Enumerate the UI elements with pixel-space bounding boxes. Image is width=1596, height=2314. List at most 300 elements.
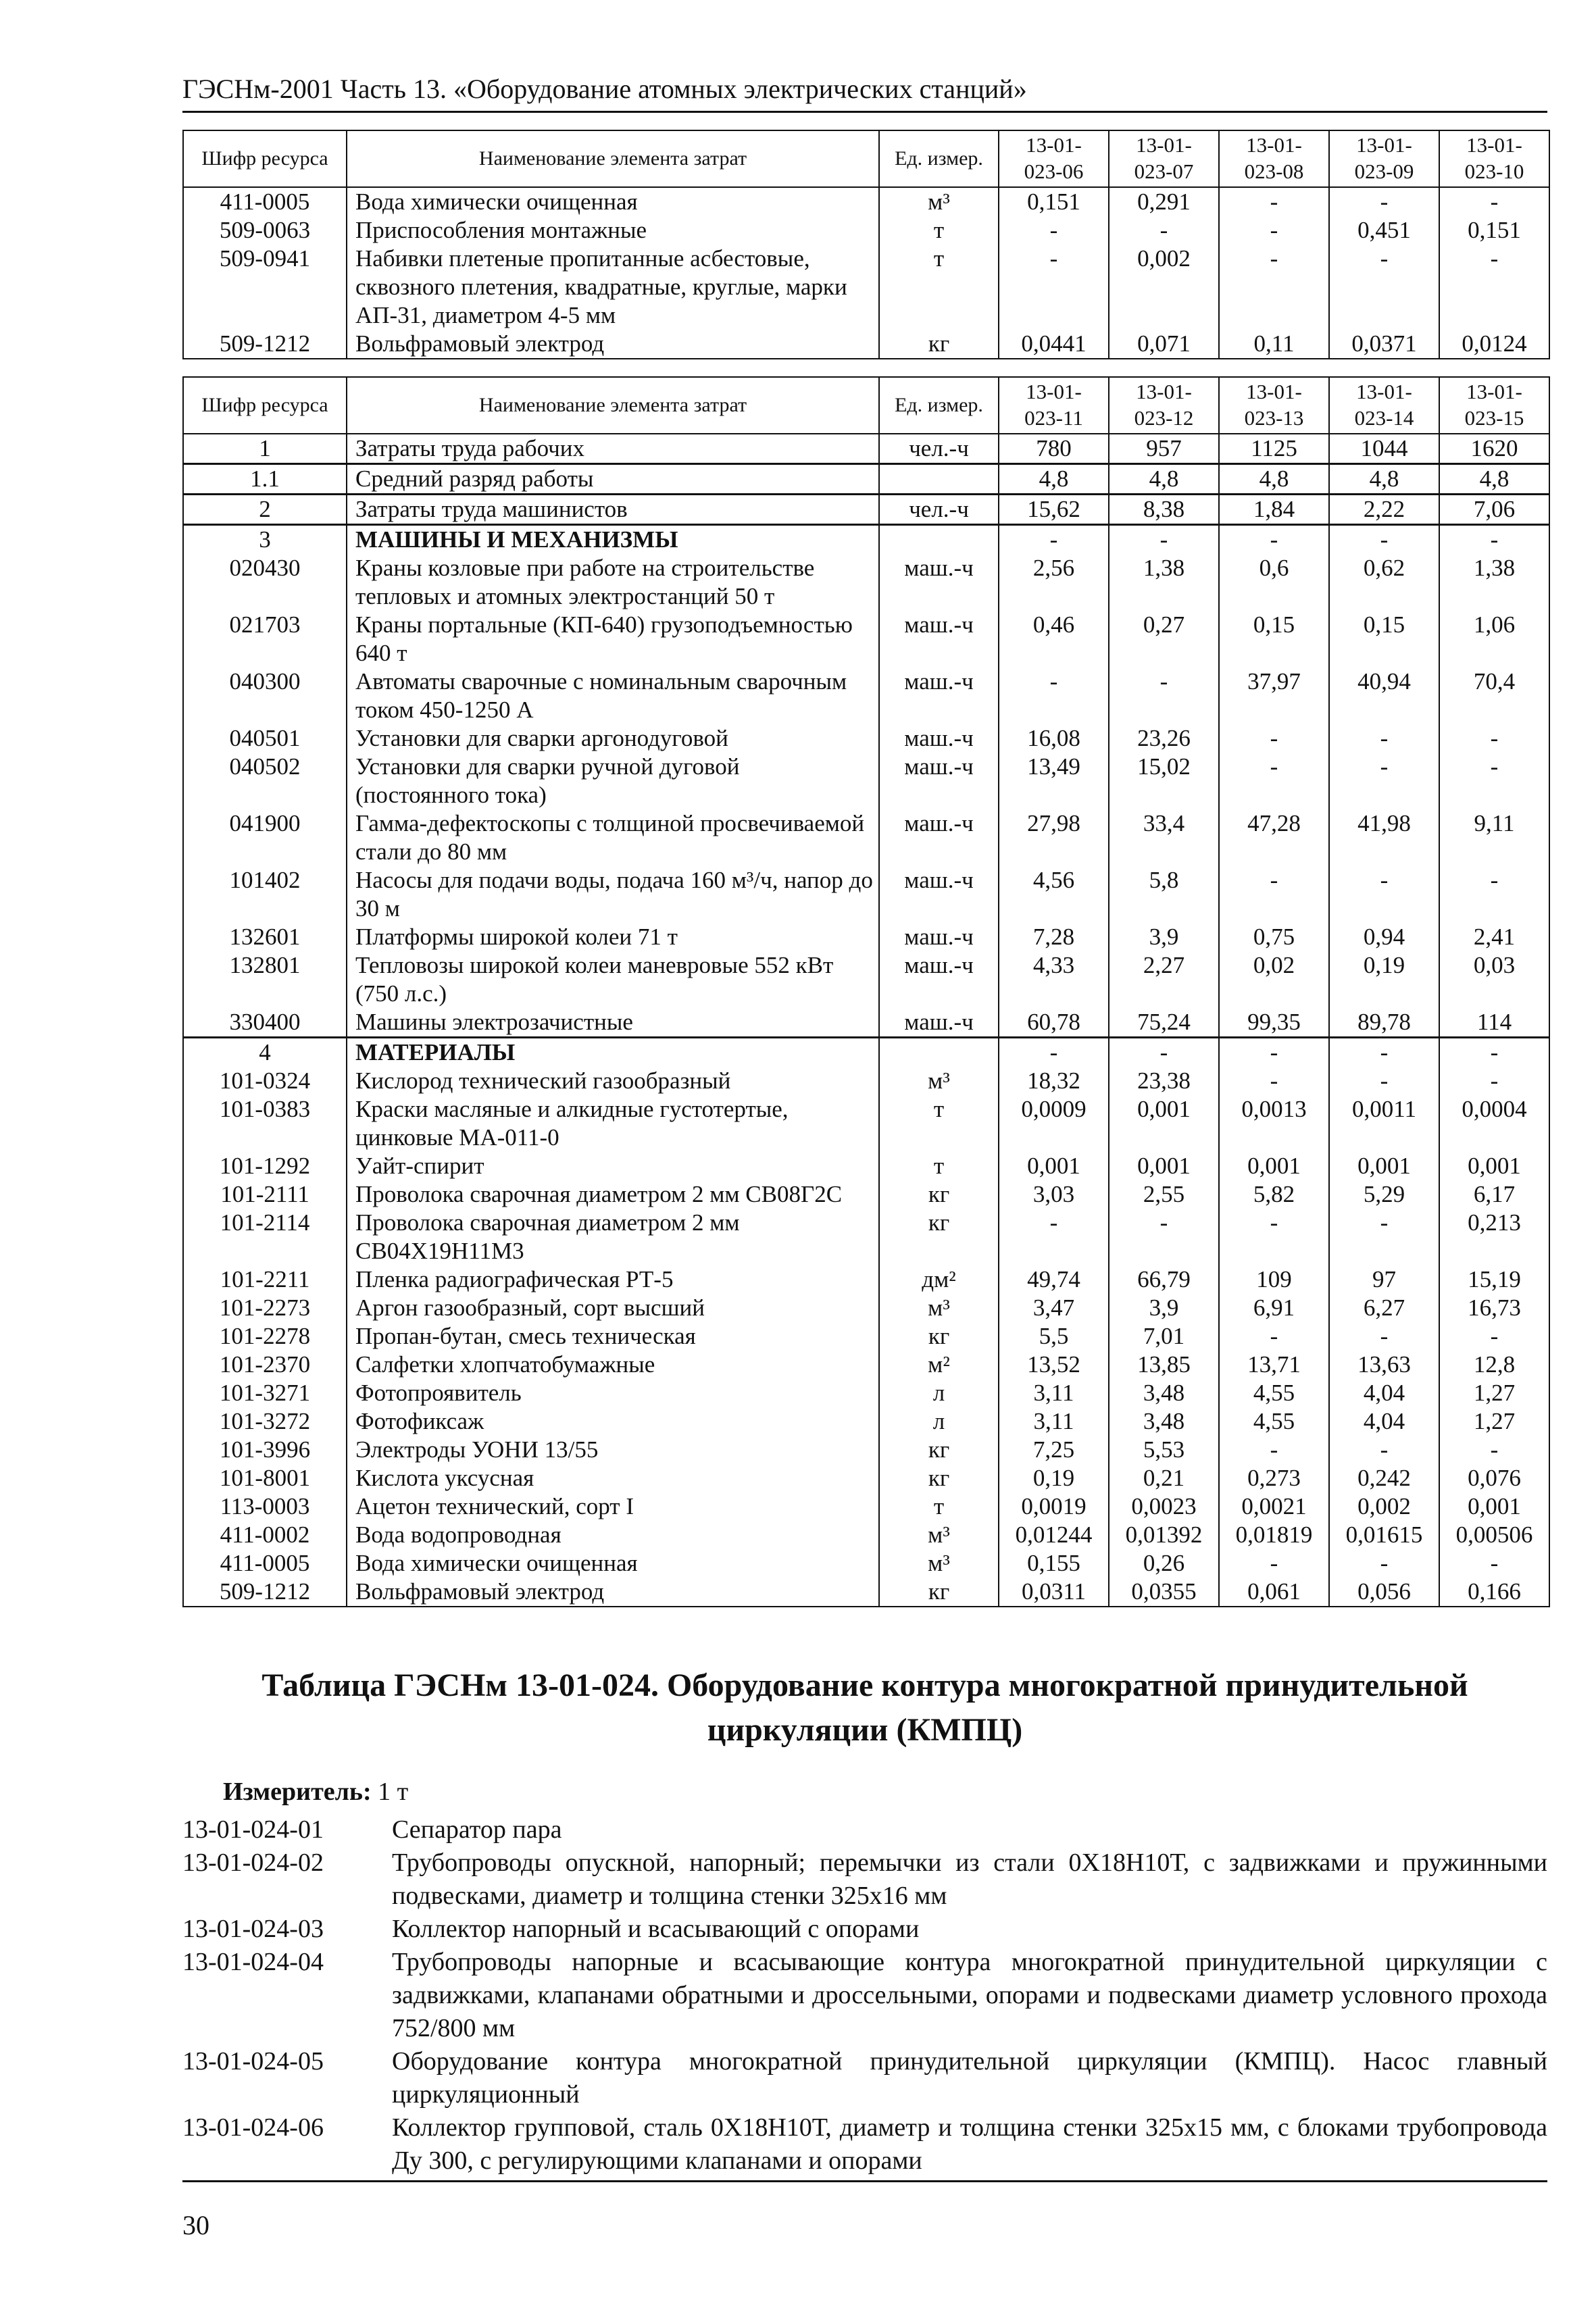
unit-cell: т [879, 1492, 999, 1521]
value-cell: 0,155 [999, 1549, 1109, 1578]
value-cell: - [1329, 866, 1439, 923]
cost-element-cell: Вода химически очищенная [347, 1549, 879, 1578]
table-row [183, 668, 1549, 724]
value-cell: - [1439, 724, 1549, 753]
resource-code-cell: 040501 [183, 724, 347, 753]
table-title: Таблица ГЭСНм 13-01-024. Оборудование контура многократной принудительной циркуляции (КМПЦ) [261, 1667, 1468, 1748]
value-cell: - [1439, 1067, 1549, 1095]
value-cell: - [1219, 187, 1329, 216]
value-cell: 0,0124 [1439, 330, 1549, 359]
unit-cell: т [879, 1152, 999, 1180]
spec-code: 13-01-024-05 [182, 2047, 324, 2076]
value-cell: 4,8 [1329, 464, 1439, 495]
cost-element-cell: Насосы для подачи воды, подача 160 м³/ч, напор до 30 м [347, 866, 879, 923]
value-cell: 41,98 [1329, 809, 1439, 866]
value-cell: - [1439, 1322, 1549, 1351]
value-cell: 2,55 [1109, 1180, 1219, 1209]
cost-element-cell: Машины электрозачистные [347, 1008, 879, 1038]
value-cell: 1044 [1329, 434, 1439, 464]
value-cell: 0,75 [1219, 923, 1329, 951]
resource-code-cell: 509-1212 [183, 1578, 347, 1607]
cost-element-cell: Кислород технический газообразный [347, 1067, 879, 1095]
header-column: 13-01- 023-11 [999, 377, 1109, 434]
cost-element-cell: Фотопроявитель [347, 1379, 879, 1407]
value-cell: - [1329, 187, 1439, 216]
value-cell: 1,06 [1439, 611, 1549, 668]
value-cell: - [1329, 525, 1439, 555]
value-cell: - [1439, 1549, 1549, 1578]
value-cell: 109 [1219, 1265, 1329, 1294]
value-cell: 0,001 [1329, 1152, 1439, 1180]
resource-code-cell: 509-0941 [183, 245, 347, 330]
spec-text: Трубопроводы напорные и всасывающие контура многократной принудительной циркуляции с задвижками, клапанами обратными и дроссельными, опорами и подвесками диаметр условного прохода 752/800 мм [392, 1948, 1547, 2042]
unit-cell: м³ [879, 187, 999, 216]
unit-cell: т [879, 216, 999, 245]
resource-code-cell: 101-1292 [183, 1152, 347, 1180]
spec-item [182, 1946, 1547, 2045]
value-cell: 4,55 [1219, 1407, 1329, 1436]
header-column: 13-01- 023-14 [1329, 377, 1439, 434]
cost-element-cell: Уайт-спирит [347, 1152, 879, 1180]
value-cell: 7,06 [1439, 495, 1549, 525]
value-cell: 60,78 [999, 1008, 1109, 1038]
table-row [183, 1379, 1549, 1407]
value-cell: 0,0009 [999, 1095, 1109, 1152]
value-cell: 4,8 [1109, 464, 1219, 495]
spec-item [182, 2045, 1547, 2111]
value-cell: 0,21 [1109, 1464, 1219, 1492]
value-cell: 3,9 [1109, 1294, 1219, 1322]
meter-label: Измеритель: [223, 1778, 372, 1806]
value-cell: 0,01819 [1219, 1521, 1329, 1549]
value-cell: 6,91 [1219, 1294, 1329, 1322]
cost-element-cell: Пленка радиографическая РТ-5 [347, 1265, 879, 1294]
cost-element-cell: Проволока сварочная диаметром 2 мм СВ04Х19Н11М3 [347, 1209, 879, 1265]
value-cell: 5,82 [1219, 1180, 1329, 1209]
value-cell: 0,242 [1329, 1464, 1439, 1492]
value-cell: 3,9 [1109, 923, 1219, 951]
cost-element-cell: Пропан-бутан, смесь техническая [347, 1322, 879, 1351]
value-cell: - [999, 668, 1109, 724]
page-number: 30 [182, 2210, 209, 2240]
table-row [183, 187, 1549, 216]
value-cell: 2,27 [1109, 951, 1219, 1008]
table-row [183, 1294, 1549, 1322]
unit-cell: маш.-ч [879, 923, 999, 951]
table-row [183, 1067, 1549, 1095]
cost-element-cell: Вода химически очищенная [347, 187, 879, 216]
value-cell: 3,11 [999, 1379, 1109, 1407]
resource-code-cell: 101-2273 [183, 1294, 347, 1322]
value-cell: 3,48 [1109, 1379, 1219, 1407]
spec-text: Трубопроводы опускной, напорный; перемычки из стали 0Х18Н10Т, с задвижками и пружинными подвесками, диаметр и толщина стенки 325х16 мм [392, 1848, 1547, 1910]
cost-element-cell: Средний разряд работы [347, 464, 879, 495]
cost-element-cell: Вода водопроводная [347, 1521, 879, 1549]
resource-table-1 [182, 130, 1550, 359]
table-row [183, 1464, 1549, 1492]
value-cell: 0,46 [999, 611, 1109, 668]
value-cell: - [1439, 1436, 1549, 1464]
table-row [183, 1008, 1549, 1038]
value-cell: - [1329, 1549, 1439, 1578]
value-cell: - [1219, 1322, 1329, 1351]
value-cell: - [1439, 187, 1549, 216]
page-header: ГЭСНм-2001 Часть 13. «Оборудование атомных электрических станций» [182, 73, 1547, 113]
value-cell: 0,0311 [999, 1578, 1109, 1607]
value-cell: 0,62 [1329, 554, 1439, 611]
value-cell: 15,02 [1109, 753, 1219, 809]
header-resource-code: Шифр ресурса [183, 377, 347, 434]
resource-code-cell: 132801 [183, 951, 347, 1008]
table-row [183, 611, 1549, 668]
value-cell: 0,0371 [1329, 330, 1439, 359]
value-cell: 0,03 [1439, 951, 1549, 1008]
spec-code: 13-01-024-03 [182, 1915, 324, 1943]
value-cell: 6,27 [1329, 1294, 1439, 1322]
value-cell: - [999, 1209, 1109, 1265]
unit-cell: л [879, 1379, 999, 1407]
unit-cell: маш.-ч [879, 951, 999, 1008]
table-row [183, 1095, 1549, 1152]
cost-element-cell: Затраты труда машинистов [347, 495, 879, 525]
value-cell: - [1329, 1038, 1439, 1067]
value-cell: 0,00506 [1439, 1521, 1549, 1549]
spec-item [182, 1913, 1547, 1946]
value-cell: - [1219, 245, 1329, 330]
value-cell: 13,52 [999, 1351, 1109, 1379]
unit-cell: маш.-ч [879, 866, 999, 923]
value-cell: 3,47 [999, 1294, 1109, 1322]
value-cell: 15,19 [1439, 1265, 1549, 1294]
spec-code: 13-01-024-01 [182, 1815, 324, 1844]
header-column: 13-01- 023-12 [1109, 377, 1219, 434]
table-row [183, 809, 1549, 866]
cost-element-cell: Салфетки хлопчатобумажные [347, 1351, 879, 1379]
spec-text: Сепаратор пара [392, 1815, 562, 1844]
unit-cell: маш.-ч [879, 554, 999, 611]
cost-element-cell: Краски масляные и алкидные густотертые, цинковые МА-011-0 [347, 1095, 879, 1152]
spec-text: Оборудование контура многократной принудительной циркуляции (КМПЦ). Насос главный циркуляционный [392, 2047, 1547, 2109]
header-column: 13-01- 023-13 [1219, 377, 1329, 434]
value-cell: 0,002 [1109, 245, 1219, 330]
unit-cell: маш.-ч [879, 668, 999, 724]
resource-code-cell: 040300 [183, 668, 347, 724]
value-cell: 13,63 [1329, 1351, 1439, 1379]
cost-element-cell: Автоматы сварочные с номинальным сварочным током 450-1250 А [347, 668, 879, 724]
value-cell: 1,38 [1109, 554, 1219, 611]
cost-element-cell: Тепловозы широкой колеи маневровые 552 кВт (750 л.с.) [347, 951, 879, 1008]
resource-table-2 [182, 376, 1550, 1607]
value-cell: - [1439, 245, 1549, 330]
value-cell: 0,0004 [1439, 1095, 1549, 1152]
value-cell: - [1109, 1038, 1219, 1067]
unit-cell: кг [879, 1180, 999, 1209]
value-cell: 0,15 [1329, 611, 1439, 668]
value-cell: 5,29 [1329, 1180, 1439, 1209]
meter-value: 1 т [378, 1778, 409, 1806]
value-cell: 0,0019 [999, 1492, 1109, 1521]
unit-cell: кг [879, 1464, 999, 1492]
value-cell: 0,19 [999, 1464, 1109, 1492]
table-2-body [183, 434, 1549, 1607]
cost-element-cell: Ацетон технический, сорт I [347, 1492, 879, 1521]
resource-code-cell: 113-0003 [183, 1492, 347, 1521]
table-row [183, 1436, 1549, 1464]
value-cell: 0,01244 [999, 1521, 1109, 1549]
value-cell: 70,4 [1439, 668, 1549, 724]
spec-text: Коллектор групповой, сталь 0Х18Н10Т, диаметр и толщина стенки 325х15 мм, с блоками трубопровода Ду 300, с регулирующими клапанами и опорами [392, 2113, 1547, 2175]
value-cell: - [1219, 753, 1329, 809]
unit-cell: т [879, 1095, 999, 1152]
cost-element-cell: Краны портальные (КП-640) грузоподъемностью 640 т [347, 611, 879, 668]
value-cell: 1,84 [1219, 495, 1329, 525]
value-cell: 75,24 [1109, 1008, 1219, 1038]
unit-cell: чел.-ч [879, 495, 999, 525]
value-cell: 4,8 [1439, 464, 1549, 495]
value-cell: 0,001 [1109, 1095, 1219, 1152]
header-column: 13-01- 023-09 [1329, 130, 1439, 187]
unit-cell: кг [879, 1436, 999, 1464]
value-cell: - [1329, 1436, 1439, 1464]
value-cell: 4,56 [999, 866, 1109, 923]
resource-code-cell: 3 [183, 525, 347, 555]
resource-code-cell: 101-3271 [183, 1379, 347, 1407]
value-cell: 0,001 [999, 1152, 1109, 1180]
value-cell: 40,94 [1329, 668, 1439, 724]
value-cell: 780 [999, 434, 1109, 464]
value-cell: 33,4 [1109, 809, 1219, 866]
value-cell: 0,001 [1109, 1152, 1219, 1180]
value-cell: 3,03 [999, 1180, 1109, 1209]
resource-code-cell: 411-0005 [183, 187, 347, 216]
value-cell: - [1219, 1549, 1329, 1578]
value-cell: 15,62 [999, 495, 1109, 525]
value-cell: 89,78 [1329, 1008, 1439, 1038]
table-row [183, 245, 1549, 330]
header-column: 13-01- 023-06 [999, 130, 1109, 187]
value-cell: 27,98 [999, 809, 1109, 866]
resource-code-cell: 2 [183, 495, 347, 525]
resource-code-cell: 101-2370 [183, 1351, 347, 1379]
value-cell: 114 [1439, 1008, 1549, 1038]
table-row [183, 724, 1549, 753]
value-cell: 0,0013 [1219, 1095, 1329, 1152]
unit-cell: м³ [879, 1521, 999, 1549]
value-cell: 9,11 [1439, 809, 1549, 866]
value-cell: 0,94 [1329, 923, 1439, 951]
value-cell: - [1329, 1067, 1439, 1095]
resource-code-cell: 021703 [183, 611, 347, 668]
header-cost-element: Наименование элемента затрат [347, 377, 879, 434]
resource-code-cell: 101-8001 [183, 1464, 347, 1492]
table-row [183, 951, 1549, 1008]
value-cell: - [999, 245, 1109, 330]
unit-cell: маш.-ч [879, 1008, 999, 1038]
table-row [183, 495, 1549, 525]
value-cell: - [1109, 216, 1219, 245]
value-cell: 0,151 [999, 187, 1109, 216]
resource-code-cell: 101-2111 [183, 1180, 347, 1209]
value-cell: - [1439, 753, 1549, 809]
cost-element-cell: Электроды УОНИ 13/55 [347, 1436, 879, 1464]
value-cell: 37,97 [1219, 668, 1329, 724]
value-cell: 1,38 [1439, 554, 1549, 611]
value-cell: 0,0021 [1219, 1492, 1329, 1521]
value-cell: 0,11 [1219, 330, 1329, 359]
value-cell: 3,11 [999, 1407, 1109, 1436]
meter [223, 1777, 408, 1807]
table-row [183, 753, 1549, 809]
resource-code-cell: 101-2278 [183, 1322, 347, 1351]
table-row [183, 330, 1549, 359]
cost-element-cell: Установки для сварки аргонодуговой [347, 724, 879, 753]
resource-code-cell: 041900 [183, 809, 347, 866]
cost-element-cell: Установки для сварки ручной дуговой (постоянного тока) [347, 753, 879, 809]
resource-code-cell: 101-2211 [183, 1265, 347, 1294]
table-1-body [183, 187, 1549, 359]
table-row [183, 1209, 1549, 1265]
value-cell: - [1329, 245, 1439, 330]
table-row [183, 464, 1549, 495]
value-cell: - [1219, 216, 1329, 245]
table-row [183, 1521, 1549, 1549]
value-cell: 16,08 [999, 724, 1109, 753]
value-cell: 7,01 [1109, 1322, 1219, 1351]
table-row [183, 1407, 1549, 1436]
value-cell: - [1329, 753, 1439, 809]
value-cell: 1,27 [1439, 1379, 1549, 1407]
table-row [183, 1549, 1549, 1578]
value-cell: 0,0023 [1109, 1492, 1219, 1521]
value-cell: - [1219, 1436, 1329, 1464]
value-cell: 2,41 [1439, 923, 1549, 951]
value-cell: 0,076 [1439, 1464, 1549, 1492]
unit-cell: м³ [879, 1067, 999, 1095]
value-cell: 16,73 [1439, 1294, 1549, 1322]
value-cell: 49,74 [999, 1265, 1109, 1294]
value-cell: 0,273 [1219, 1464, 1329, 1492]
header-column: 13-01- 023-15 [1439, 377, 1549, 434]
value-cell: 2,22 [1329, 495, 1439, 525]
value-cell: 1,27 [1439, 1407, 1549, 1436]
resource-code-cell: 411-0005 [183, 1549, 347, 1578]
resource-code-cell: 101-3272 [183, 1407, 347, 1436]
cost-element-cell: Набивки плетеные пропитанные асбестовые, сквозного плетения, квадратные, круглые, марки АП-31, диаметром 4-5 мм [347, 245, 879, 330]
value-cell: - [1109, 1209, 1219, 1265]
unit-cell: м³ [879, 1294, 999, 1322]
cost-element-cell: Фотофиксаж [347, 1407, 879, 1436]
table-row [183, 216, 1549, 245]
resource-code-cell: 4 [183, 1038, 347, 1067]
value-cell: - [1219, 724, 1329, 753]
unit-cell: маш.-ч [879, 611, 999, 668]
unit-cell: чел.-ч [879, 434, 999, 464]
resource-code-cell: 020430 [183, 554, 347, 611]
resource-code-cell: 330400 [183, 1008, 347, 1038]
table-row [183, 1322, 1549, 1351]
value-cell: 99,35 [1219, 1008, 1329, 1038]
table-2-head [183, 377, 1549, 434]
table-row [183, 434, 1549, 464]
value-cell: 4,8 [1219, 464, 1329, 495]
value-cell: 4,8 [999, 464, 1109, 495]
value-cell: - [1219, 1209, 1329, 1265]
cost-element-cell: Вольфрамовый электрод [347, 330, 879, 359]
unit-cell: м³ [879, 1549, 999, 1578]
value-cell: 0,151 [1439, 216, 1549, 245]
cost-element-cell: Приспособления монтажные [347, 216, 879, 245]
cost-element-cell: Проволока сварочная диаметром 2 мм СВ08Г2С [347, 1180, 879, 1209]
value-cell: 0,002 [1329, 1492, 1439, 1521]
value-cell: 13,49 [999, 753, 1109, 809]
value-cell: 5,53 [1109, 1436, 1219, 1464]
resource-code-cell: 132601 [183, 923, 347, 951]
value-cell: 0,26 [1109, 1549, 1219, 1578]
table-row [183, 1492, 1549, 1521]
resource-code-cell: 101-3996 [183, 1436, 347, 1464]
value-cell: 7,28 [999, 923, 1109, 951]
header-resource-code: Шифр ресурса [183, 130, 347, 187]
spec-code: 13-01-024-02 [182, 1848, 324, 1877]
table-row [183, 1578, 1549, 1607]
value-cell: 0,6 [1219, 554, 1329, 611]
table-row [183, 866, 1549, 923]
resource-code-cell: 1 [183, 434, 347, 464]
value-cell: 957 [1109, 434, 1219, 464]
value-cell: 1620 [1439, 434, 1549, 464]
resource-code-cell: 411-0002 [183, 1521, 347, 1549]
value-cell: 0,001 [1439, 1152, 1549, 1180]
value-cell: 0,166 [1439, 1578, 1549, 1607]
value-cell: 0,0355 [1109, 1578, 1219, 1607]
value-cell: - [999, 216, 1109, 245]
resource-code-cell: 101-0324 [183, 1067, 347, 1095]
resource-code-cell: 509-0063 [183, 216, 347, 245]
header-cost-element: Наименование элемента затрат [347, 130, 879, 187]
table-row [183, 1265, 1549, 1294]
cost-element-cell: МАТЕРИАЛЫ [347, 1038, 879, 1067]
unit-cell [879, 525, 999, 555]
value-cell: 12,8 [1439, 1351, 1549, 1379]
spec-item [182, 2111, 1547, 2178]
table-row [183, 1038, 1549, 1067]
value-cell: 1125 [1219, 434, 1329, 464]
cost-element-cell: Краны козловые при работе на строительстве тепловых и атомных электростанций 50 т [347, 554, 879, 611]
table-row [183, 554, 1549, 611]
value-cell: 4,04 [1329, 1379, 1439, 1407]
value-cell: 66,79 [1109, 1265, 1219, 1294]
value-cell: - [1439, 1038, 1549, 1067]
spec-text: Коллектор напорный и всасывающий с опорами [392, 1915, 920, 1943]
value-cell: 2,56 [999, 554, 1109, 611]
unit-cell: кг [879, 330, 999, 359]
resource-code-cell: 101-0383 [183, 1095, 347, 1152]
resource-code-cell: 101-2114 [183, 1209, 347, 1265]
unit-cell: маш.-ч [879, 724, 999, 753]
value-cell: - [1329, 1209, 1439, 1265]
value-cell: 0,0441 [999, 330, 1109, 359]
value-cell: 47,28 [1219, 809, 1329, 866]
value-cell: 0,01615 [1329, 1521, 1439, 1549]
value-cell: - [1109, 525, 1219, 555]
value-cell: 0,001 [1219, 1152, 1329, 1180]
spec-code: 13-01-024-06 [182, 2113, 324, 2142]
value-cell: - [1219, 866, 1329, 923]
cost-element-cell: Аргон газообразный, сорт высший [347, 1294, 879, 1322]
value-cell: 0,071 [1109, 330, 1219, 359]
table-row [183, 1351, 1549, 1379]
spec-code: 13-01-024-04 [182, 1948, 324, 1976]
